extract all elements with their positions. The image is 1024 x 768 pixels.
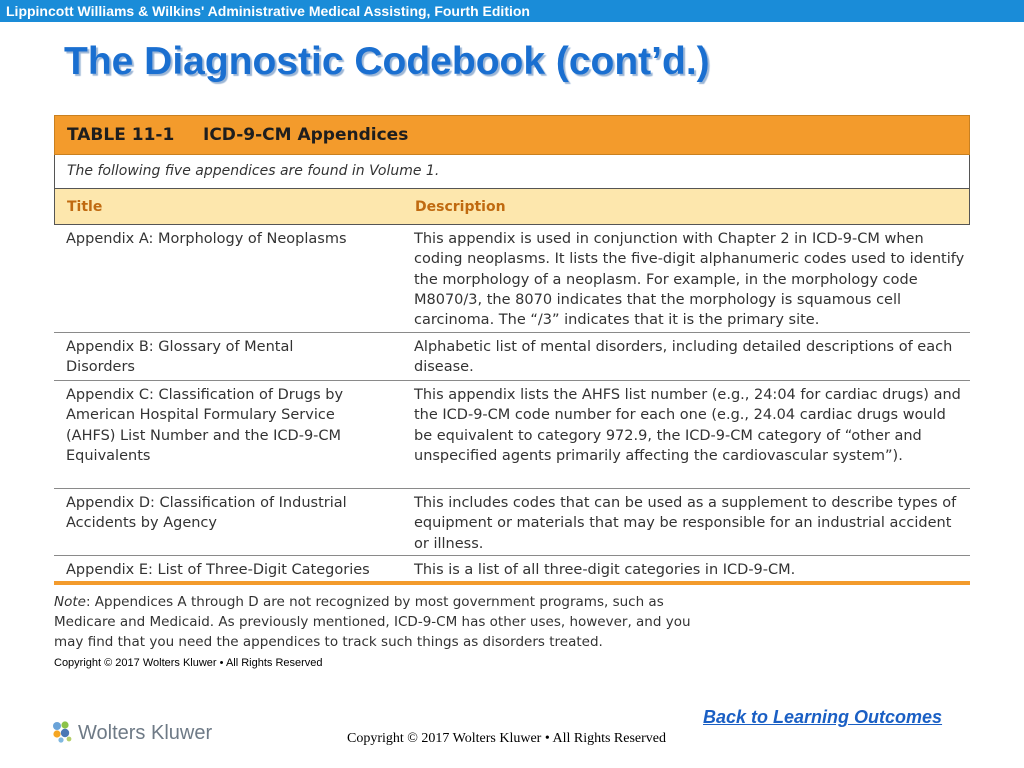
appendix-title: Appendix C: Classification of Drugs by American Hospital Formulary Service (AHFS) List Number and the ICD-9-CM Equivalents: [66, 387, 344, 464]
table-name: ICD-9-CM Appendices: [203, 125, 409, 145]
appendix-title: Appendix E: List of Three-Digit Categories: [66, 562, 370, 578]
appendices-table: [54, 115, 970, 584]
appendix-description: This appendix is used in conjunction with Chapter 2 in ICD-9-CM when coding neoplasms. It lists the five-digit alphanumeric codes used to identify the morphology of a neoplasm. For example, in the morphology code M8070/3, the 8070 indicates that the morphology is squamous cell carcinoma. The “/3” indicates that it is the primary site.: [414, 231, 965, 329]
copyright-notice: Copyright © 2017 Wolters Kluwer • All Rights Reserved: [347, 731, 667, 746]
copyright-notice-small: Copyright © 2017 Wolters Kluwer • All Rights Reserved: [54, 657, 323, 669]
slide-title: The Diagnostic Codebook (cont’d.): [64, 40, 710, 83]
column-header-description: Description: [415, 199, 506, 215]
table-row: [54, 333, 970, 381]
table-note: [54, 593, 724, 652]
table-row: [54, 225, 970, 333]
appendix-title: Appendix D: Classification of Industrial Accidents by Agency: [66, 495, 347, 532]
table-intro: The following five appendices are found in Volume 1.: [54, 155, 970, 189]
appendix-description: This is a list of all three-digit categories in ICD-9-CM.: [414, 562, 796, 578]
logo-wordmark: Wolters Kluwer: [78, 722, 213, 744]
table-row: [54, 381, 970, 489]
table-bottom-rule: [54, 581, 970, 585]
appendix-description: This appendix lists the AHFS list number (e.g., 24:04 for cardiac drugs) and the ICD-9-CM code number for each one (e.g., 24.04 cardiac drugs would be equivalent to category 972.9, the ICD-9-CM category of “other and unspecified agents primarily affecting the cardiovascular system”).: [414, 387, 961, 464]
appendix-title: Appendix A: Morphology of Neoplasms: [66, 231, 347, 247]
table-number: TABLE 11-1: [67, 125, 175, 145]
appendix-description: This includes codes that can be used as a supplement to describe types of equipment or materials that may be responsible for an industrial accident or illness.: [414, 495, 957, 552]
appendix-description: Alphabetic list of mental disorders, including detailed descriptions of each disease.: [414, 339, 953, 376]
back-to-learning-outcomes-link[interactable]: Back to Learning Outcomes: [703, 707, 943, 727]
course-title: Lippincott Williams & Wilkins' Administrative Medical Assisting, Fourth Edition: [6, 3, 530, 19]
note-text: : Appendices A through D are not recognized by most government programs, such as Medicare and Medicaid. As previously mentioned, ICD-9-CM has other uses, however, and you may find that you need the appendices to track such things as disorders treated.: [54, 594, 691, 650]
table-row: [54, 489, 970, 556]
table-row: [54, 556, 970, 584]
table-column-header: [54, 189, 970, 225]
table-caption: [54, 115, 970, 155]
course-header-bar: [0, 0, 1024, 22]
note-label: Note: [54, 594, 86, 610]
wolters-kluwer-logo-icon: [50, 719, 74, 743]
appendix-title: Appendix B: Glossary of Mental Disorders: [66, 339, 294, 376]
column-header-title: Title: [67, 199, 103, 215]
